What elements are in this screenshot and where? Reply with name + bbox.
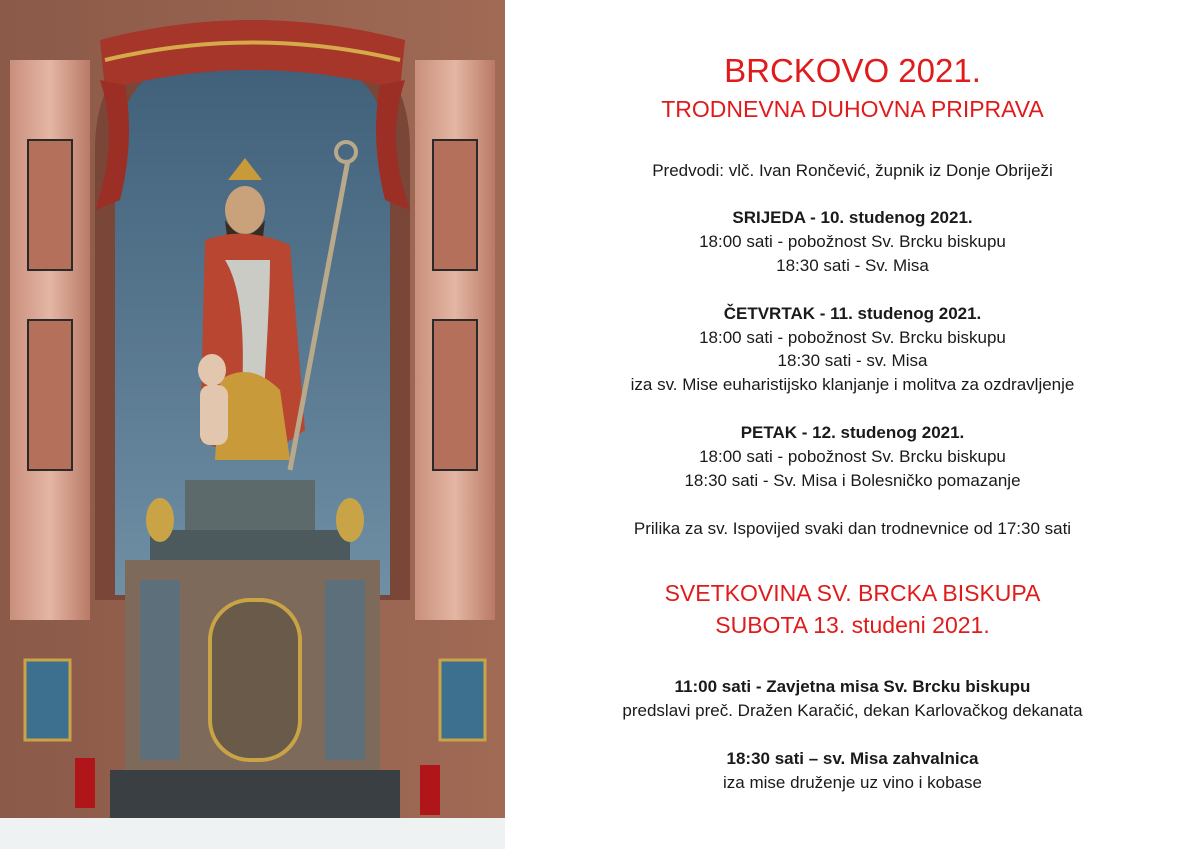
altar-photo [0,0,505,849]
event-line: iza mise druženje uz vino i kobase [723,773,982,792]
day-heading-thursday: ČETVRTAK - 11. studenog 2021. [723,304,982,323]
feast-title: SVETKOVINA SV. BRCKA BISKUPA [664,580,1041,606]
event-heading-morning: 11:00 sati - Zavjetna misa Sv. Brcku biskupu [674,677,1031,696]
day-heading-friday: PETAK - 12. studenog 2021. [740,423,965,442]
event-heading-evening: 18:30 sati – sv. Misa zahvalnica [726,749,979,768]
announcement-panel [505,0,1200,849]
feast-date: SUBOTA 13. studeni 2021. [715,612,990,638]
event-line: predslavi preč. Dražen Karačić, dekan Karlovačkog dekanata [622,701,1083,720]
day-line: 18:00 sati - pobožnost Sv. Brcku biskupu [699,447,1006,466]
day-line: 18:00 sati - pobožnost Sv. Brcku biskupu [699,328,1006,347]
day-line: 18:30 sati - sv. Misa [777,351,928,370]
day-line: 18:30 sati - Sv. Misa i Bolesničko pomazanje [684,471,1021,490]
day-heading-wednesday: SRIJEDA - 10. studenog 2021. [732,208,973,227]
confession-line: Prilika za sv. Ispovijed svaki dan trodnevnice od 17:30 sati [633,519,1072,538]
day-line: iza sv. Mise euharistijsko klanjanje i molitva za ozdravljenje [630,375,1075,394]
poster-subtitle: TRODNEVNA DUHOVNA PRIPRAVA [661,96,1044,122]
altar-statue-illustration [0,0,505,849]
poster-title: BRCKOVO 2021. [724,52,981,89]
presider-line: Predvodi: vlč. Ivan Rončević, župnik iz Donje Obriježi [652,161,1053,180]
day-line: 18:00 sati - pobožnost Sv. Brcku biskupu [699,232,1006,251]
day-line: 18:30 sati - Sv. Misa [776,256,929,275]
